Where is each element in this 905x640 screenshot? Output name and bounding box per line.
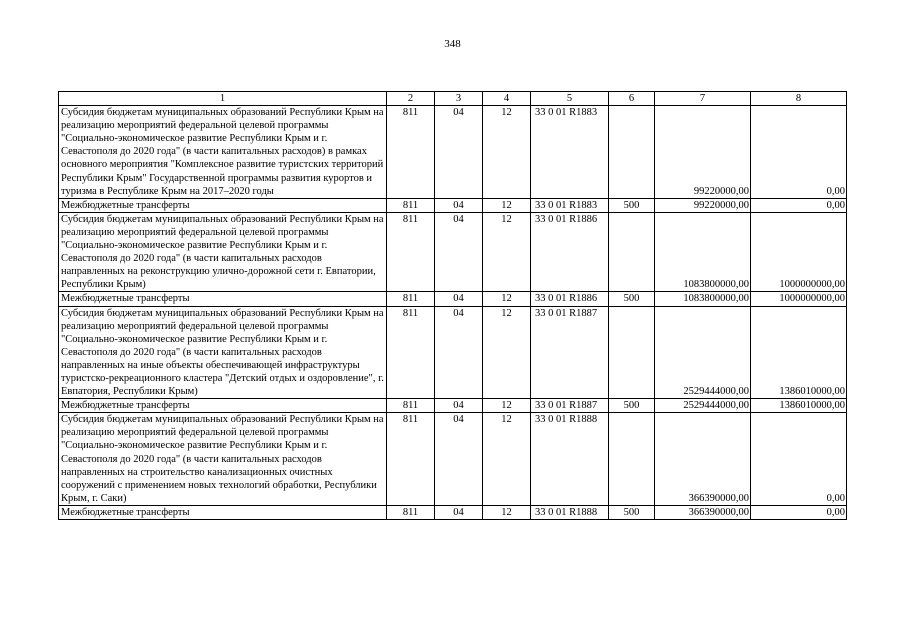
row-target-article: 33 0 01 R1887 [531,399,609,413]
row-amount-year1: 1083800000,00 [655,292,751,306]
row-subsection-code: 12 [483,505,531,519]
row-amount-year2: 1386010000,00 [751,306,847,399]
row-description: Субсидия бюджетам муниципальных образований Республики Крым на реализацию мероприятий федеральной целевой программы "Социально-экономическое развитие Республики Крым и г. Севастополя до 2020 года" (в части капитальных расходов направленных на иные объекты обеспечивающей инфраструктуры туристско-рекреационного кластера "Детский отдых и оздоровление", г. Евпатория, Республики Крым) [59,306,387,399]
row-section-code: 04 [435,198,483,212]
table-header [59,92,847,106]
header-cell-5: 5 [531,92,609,106]
row-ministry-code: 811 [387,106,435,199]
header-cell-8: 8 [751,92,847,106]
row-amount-year2: 0,00 [751,198,847,212]
row-target-article: 33 0 01 R1888 [531,413,609,506]
row-amount-year2: 1000000000,00 [751,292,847,306]
row-amount-year1: 99220000,00 [655,198,751,212]
row-amount-year1: 1083800000,00 [655,212,751,292]
row-description: Субсидия бюджетам муниципальных образований Республики Крым на реализацию мероприятий федеральной целевой программы "Социально-экономическое развитие Республики Крым и г. Севастополя до 2020 года" (в части капитальных расходов направленных на реконструкцию улично-дорожной сети г. Евпатории, Республики Крым) [59,212,387,292]
row-description: Субсидия бюджетам муниципальных образований Республики Крым на реализацию мероприятий федеральной целевой программы "Социально-экономическое развитие Республики Крым и г. Севастополя до 2020 года" (в части капитальных расходов направленных на строительство канализационных очистных сооружений с применением новых технологий обработки, Республики Крым, г. Саки) [59,413,387,506]
row-ministry-code: 811 [387,306,435,399]
row-description: Межбюджетные трансферты [59,292,387,306]
table-body [59,106,847,520]
header-cell-2: 2 [387,92,435,106]
row-description: Межбюджетные трансферты [59,505,387,519]
row-amount-year1: 99220000,00 [655,106,751,199]
row-target-article: 33 0 01 R1886 [531,212,609,292]
row-section-code: 04 [435,292,483,306]
row-section-code: 04 [435,505,483,519]
row-amount-year2: 0,00 [751,413,847,506]
row-expense-type: 500 [609,292,655,306]
row-expense-type [609,413,655,506]
row-description: Межбюджетные трансферты [59,198,387,212]
table-row [59,413,847,506]
table-row [59,306,847,399]
row-target-article: 33 0 01 R1883 [531,198,609,212]
row-target-article: 33 0 01 R1883 [531,106,609,199]
budget-table [58,91,847,520]
row-subsection-code: 12 [483,212,531,292]
row-subsection-code: 12 [483,413,531,506]
row-ministry-code: 811 [387,212,435,292]
header-cell-1: 1 [59,92,387,106]
table-row [59,198,847,212]
table-row [59,212,847,292]
row-section-code: 04 [435,106,483,199]
row-ministry-code: 811 [387,505,435,519]
table-row [59,399,847,413]
row-description: Субсидия бюджетам муниципальных образований Республики Крым на реализацию мероприятий федеральной целевой программы "Социально-экономическое развитие Республики Крым и г. Севастополя до 2020 года" (в части капитальных расходов) в рамках основного мероприятия "Комплексное развитие туристских территорий Республики Крым" Государственной программы развития курортов и туризма в Республике Крым на 2017–2020 годы [59,106,387,199]
row-expense-type: 500 [609,505,655,519]
row-expense-type [609,306,655,399]
row-expense-type [609,212,655,292]
row-ministry-code: 811 [387,399,435,413]
row-section-code: 04 [435,399,483,413]
row-subsection-code: 12 [483,292,531,306]
row-target-article: 33 0 01 R1886 [531,292,609,306]
header-cell-6: 6 [609,92,655,106]
row-amount-year1: 366390000,00 [655,413,751,506]
header-cell-7: 7 [655,92,751,106]
row-ministry-code: 811 [387,292,435,306]
row-subsection-code: 12 [483,399,531,413]
row-amount-year1: 2529444000,00 [655,306,751,399]
row-ministry-code: 811 [387,198,435,212]
row-section-code: 04 [435,413,483,506]
row-expense-type: 500 [609,399,655,413]
row-target-article: 33 0 01 R1887 [531,306,609,399]
header-cell-3: 3 [435,92,483,106]
row-amount-year2: 0,00 [751,106,847,199]
row-section-code: 04 [435,306,483,399]
row-amount-year1: 366390000,00 [655,505,751,519]
row-amount-year2: 0,00 [751,505,847,519]
row-expense-type [609,106,655,199]
row-subsection-code: 12 [483,306,531,399]
row-subsection-code: 12 [483,198,531,212]
header-cell-4: 4 [483,92,531,106]
row-amount-year2: 1000000000,00 [751,212,847,292]
row-subsection-code: 12 [483,106,531,199]
row-amount-year2: 1386010000,00 [751,399,847,413]
row-description: Межбюджетные трансферты [59,399,387,413]
table-row [59,292,847,306]
row-amount-year1: 2529444000,00 [655,399,751,413]
table-row [59,505,847,519]
header-row [59,92,847,106]
row-target-article: 33 0 01 R1888 [531,505,609,519]
row-expense-type: 500 [609,198,655,212]
page-number: 348 [444,38,461,50]
row-section-code: 04 [435,212,483,292]
row-ministry-code: 811 [387,413,435,506]
table-row [59,106,847,199]
